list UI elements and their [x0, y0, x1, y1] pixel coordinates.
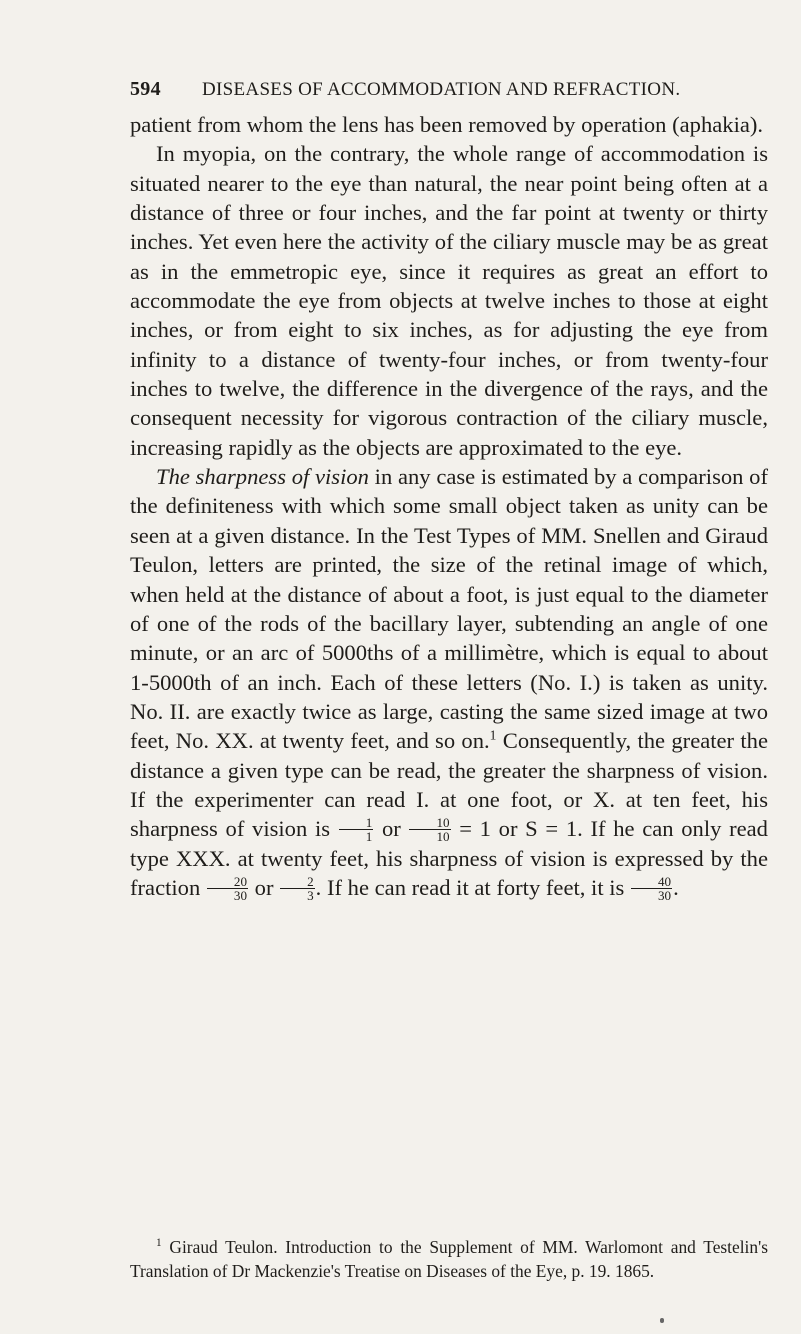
fraction [280, 875, 315, 902]
fraction-denominator: 3 [307, 888, 314, 904]
text-run: . [673, 874, 679, 900]
ink-speck [660, 1318, 664, 1323]
footnote-text [130, 1235, 768, 1283]
body-text [130, 110, 768, 902]
footnote-body: Giraud Teulon. Introduction to the Supplement of MM. Warlomont and Testelin's Translation of Dr Mackenzie's Treatise on Diseases of the Eye, p. 19. 1865. [130, 1237, 768, 1281]
page-header [130, 78, 710, 108]
page-number: 594 [130, 78, 161, 100]
text-run: in any case is estimated by a comparison of the definiteness with which some small object taken as unity can be seen at a given distance. In the Test Types of MM. Snellen and Giraud Teulon, letters are printed, the size of the retinal image of which, when held at the distance of about a foot, is just equal to the diameter of one of the rods of the bacillary layer, subtending an angle of one minute, or an arc of 5000ths of a millimètre, which is equal to about 1-5000th of an inch. Each of these letters (No. I.) is taken as unity. No. II. are exactly twice as large, casting the same sized image at two feet, No. XX. at twenty feet, and so on. [130, 464, 768, 754]
text-run: or [249, 874, 280, 900]
footnote [130, 1235, 768, 1283]
fraction-numerator: 1 [339, 816, 374, 830]
text-run: Consequently, the greater the distance a given type can be read, the greater the sharpness of vision. If the experimenter can read I. at one foot, or X. at ten feet, his sharpness of vision is [130, 728, 768, 842]
fraction [409, 816, 450, 843]
text-run: . If he can read it at forty feet, it is [315, 874, 630, 900]
fraction [339, 816, 374, 843]
text-run: = 1 or S = 1. If he can only read type XXX. at twenty feet, his sharpness of vision is expressed by the fraction [130, 816, 768, 900]
paragraph-myopia: In myopia, on the contrary, the whole range of accommodation is situated nearer to the eye than natural, the near point being often at a distance of three or four inches, and the far point at twenty or thirty inches. Yet even here the activity of the ciliary muscle may be as great as in the emmetropic eye, since it requires as great an effort to accommodate the eye from objects at twelve inches to those at eight inches, or from eight to six inches, as for adjusting the eye from infinity to a distance of twenty-four inches, or from twenty-four inches to twelve, the difference in the divergence of the rays, and the consequent necessity for vigorous contraction of the ciliary muscle, increasing rapidly as the objects are approximated to the eye. [130, 141, 768, 460]
text-run: or [374, 816, 409, 842]
fraction-numerator: 20 [207, 875, 248, 889]
footnote-reference: 1 [489, 727, 497, 743]
running-head: DISEASES OF ACCOMMODATION AND REFRACTION. [202, 79, 681, 100]
italic-term: The sharpness of vision [156, 464, 369, 490]
fraction-numerator: 10 [409, 816, 450, 830]
fraction-denominator: 10 [436, 829, 450, 845]
paragraph-continuation: patient from whom the lens has been removed by operation (aphakia). [130, 112, 764, 137]
fraction-numerator: 40 [631, 875, 672, 889]
fraction-denominator: 30 [233, 888, 247, 904]
fraction-denominator: 30 [657, 888, 672, 904]
footnote-marker: 1 [156, 1237, 162, 1250]
fraction-numerator: 2 [280, 875, 315, 889]
fraction-denominator: 1 [365, 829, 373, 845]
fraction [207, 875, 248, 902]
fraction [631, 875, 672, 902]
paragraph-sharpness [130, 462, 768, 902]
